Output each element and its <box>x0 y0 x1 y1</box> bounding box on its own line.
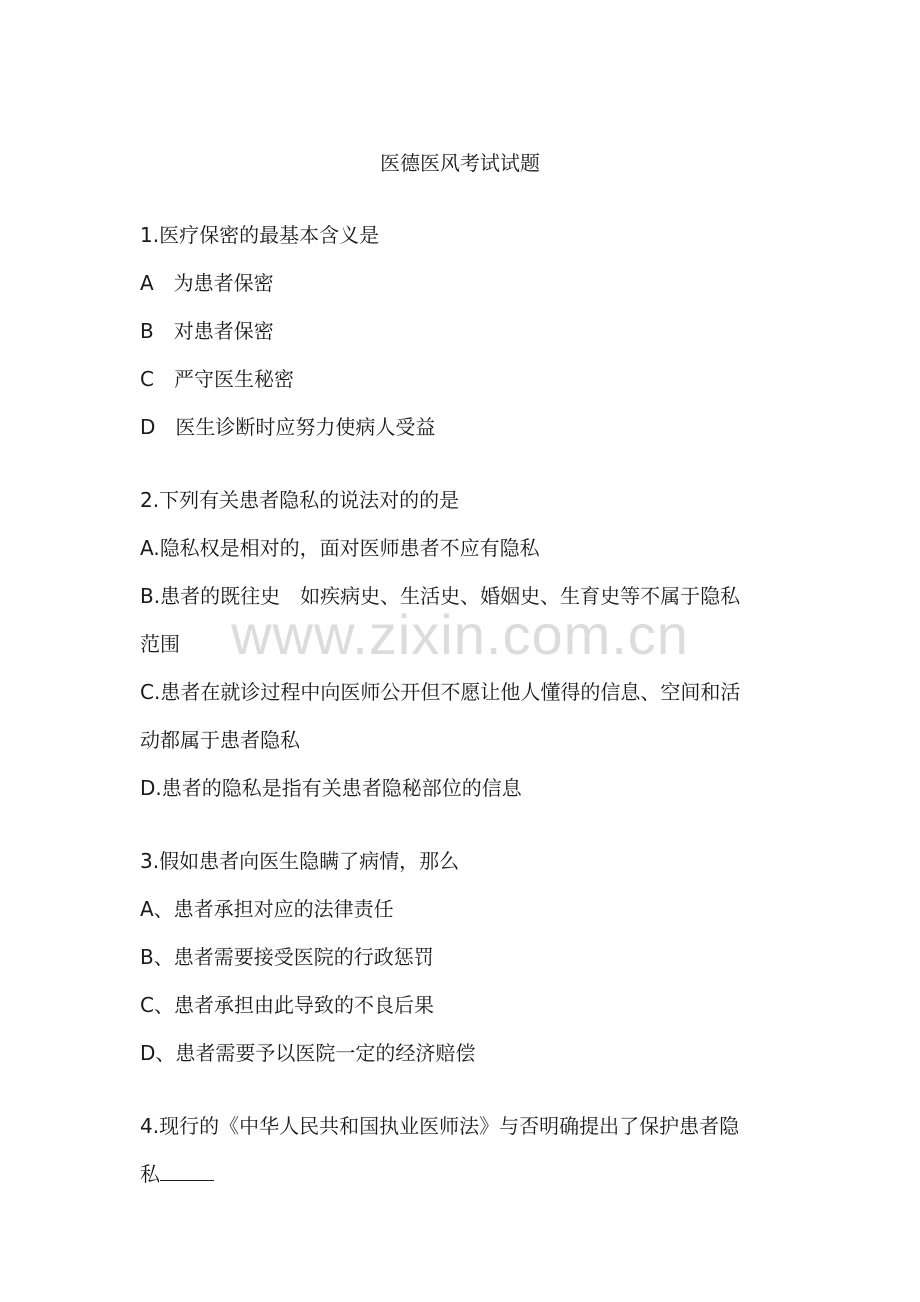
question-3-option-c: C、患者承担由此导致的不良后果 <box>140 993 434 1017</box>
question-2-option-b: B.患者的既往史 如疾病史、生活史、婚姻史、生育史等不属于隐私 <box>140 584 741 608</box>
question-1-option-a: A 为患者保密 <box>140 271 274 295</box>
question-3: 3.假如患者向医生隐瞒了病情，那么 <box>140 849 460 873</box>
question-1-option-c: C 严守医生秘密 <box>140 367 294 391</box>
question-2: 2.下列有关患者隐私的说法对的的是 <box>140 488 460 512</box>
question-4-cont <box>140 1159 790 1189</box>
question-3-option-b: B、患者需要接受医院的行政惩罚 <box>140 945 434 969</box>
question-1: 1.医疗保密的最基本含义是 <box>140 223 380 247</box>
question-4-cont-text: 私 <box>140 1162 160 1186</box>
question-2-option-a: A.隐私权是相对的，面对医师患者不应有隐私 <box>140 536 540 560</box>
question-2-option-d: D.患者的隐私是指有关患者隐秘部位的信息 <box>140 776 522 800</box>
question-2-option-c-cont: 动都属于患者隐私 <box>140 728 300 752</box>
document-title: 医德医风考试试题 <box>380 151 540 175</box>
question-2-option-c: C.患者在就诊过程中向医师公开但不愿让他人懂得的信息、空间和活 <box>140 680 741 704</box>
question-2-option-b-cont: 范围 <box>140 632 180 656</box>
question-3-option-d: D、患者需要予以医院一定的经济赔偿 <box>140 1041 476 1065</box>
question-3-option-a: A、患者承担对应的法律责任 <box>140 897 394 921</box>
question-1-option-d: D 医生诊断时应努力使病人受益 <box>140 415 436 439</box>
watermark: www.zixin.com.cn <box>231 603 689 666</box>
question-4: 4.现行的《中华人民共和国执业医师法》与否明确提出了保护患者隐 <box>140 1114 740 1138</box>
answer-blank <box>160 1160 214 1181</box>
question-1-option-b: B 对患者保密 <box>140 319 274 343</box>
